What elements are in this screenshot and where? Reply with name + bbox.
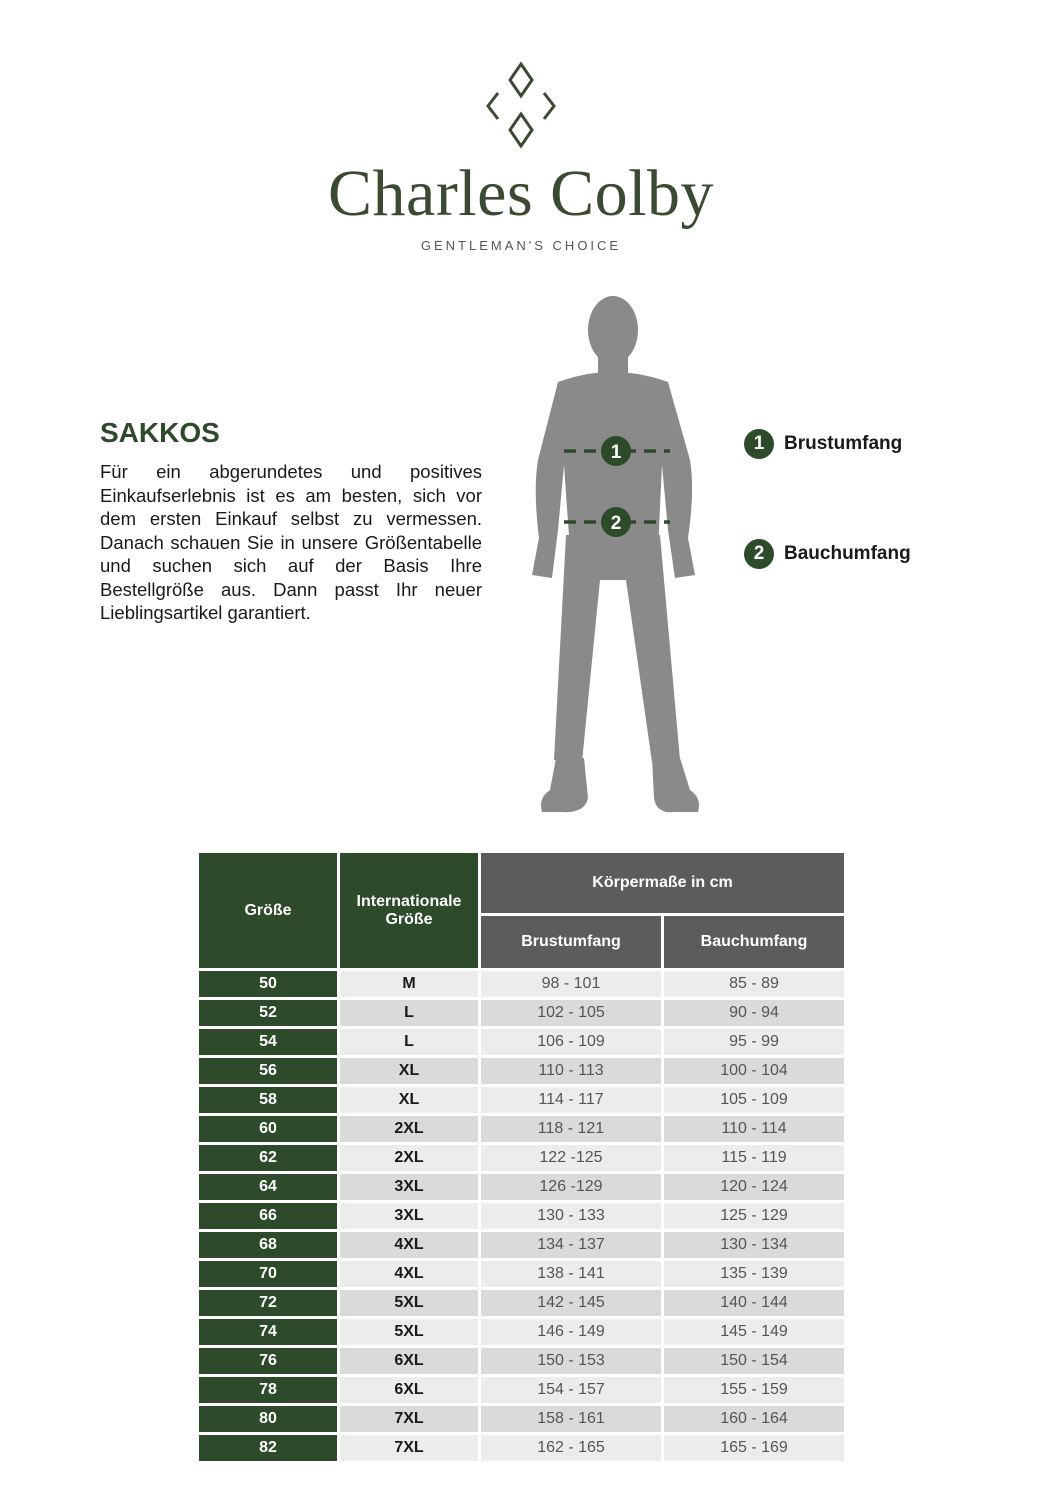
cell-waist: 155 - 159 [664,1377,844,1403]
header-intl-line2: Größe [385,910,433,928]
cell-size: 50 [199,971,337,997]
cell-size: 62 [199,1145,337,1171]
table-row [199,971,844,997]
cell-chest: 118 - 121 [481,1116,661,1142]
legend-badge: 2 [744,539,774,569]
chest-marker [601,436,631,466]
table-row [199,1377,844,1403]
cell-size: 72 [199,1290,337,1316]
brand-logo-icon [484,60,558,152]
header-waist: Bauchumfang [664,916,844,968]
cell-size: 60 [199,1116,337,1142]
cell-intl-size: 3XL [340,1174,478,1200]
cell-waist: 120 - 124 [664,1174,844,1200]
table-row [199,1145,844,1171]
cell-intl-size: 6XL [340,1348,478,1374]
cell-intl-size: 5XL [340,1290,478,1316]
cell-intl-size: 7XL [340,1435,478,1461]
cell-intl-size: 3XL [340,1203,478,1229]
cell-waist: 165 - 169 [664,1435,844,1461]
header-size: Größe [199,853,337,968]
table-row [199,1203,844,1229]
legend-item-waist [744,539,911,569]
cell-size: 54 [199,1029,337,1055]
cell-waist: 95 - 99 [664,1029,844,1055]
cell-chest: 126 -129 [481,1174,661,1200]
cell-intl-size: L [340,1029,478,1055]
header-intl-line1: Internationale [356,892,462,910]
table-row [199,1232,844,1258]
cell-intl-size: XL [340,1087,478,1113]
cell-chest: 102 - 105 [481,1000,661,1026]
table-row [199,1116,844,1142]
table-row [199,1261,844,1287]
cell-intl-size: 2XL [340,1116,478,1142]
cell-chest: 154 - 157 [481,1377,661,1403]
header-chest: Brustumfang [481,916,661,968]
table-row [199,1058,844,1084]
brand-tagline: GENTLEMAN'S CHOICE [420,238,622,253]
cell-waist: 105 - 109 [664,1087,844,1113]
cell-chest: 146 - 149 [481,1319,661,1345]
cell-size: 76 [199,1348,337,1374]
cell-chest: 98 - 101 [481,971,661,997]
brand-name: Charles Colby [328,157,714,230]
cell-intl-size: 5XL [340,1319,478,1345]
table-row [199,1087,844,1113]
cell-waist: 160 - 164 [664,1406,844,1432]
cell-size: 68 [199,1232,337,1258]
cell-chest: 162 - 165 [481,1435,661,1461]
header-body-measures: Körpermaße in cm [481,853,844,913]
cell-intl-size: 4XL [340,1232,478,1258]
cell-chest: 158 - 161 [481,1406,661,1432]
legend-badge: 1 [744,429,774,459]
cell-waist: 115 - 119 [664,1145,844,1171]
cell-chest: 130 - 133 [481,1203,661,1229]
cell-chest: 142 - 145 [481,1290,661,1316]
cell-chest: 138 - 141 [481,1261,661,1287]
body-silhouette-icon [530,290,720,820]
cell-size: 66 [199,1203,337,1229]
table-row [199,1406,844,1432]
table-row [199,1319,844,1345]
cell-waist: 85 - 89 [664,971,844,997]
cell-waist: 100 - 104 [664,1058,844,1084]
table-row [199,1029,844,1055]
cell-intl-size: L [340,1000,478,1026]
cell-size: 80 [199,1406,337,1432]
cell-size: 58 [199,1087,337,1113]
cell-size: 70 [199,1261,337,1287]
cell-waist: 145 - 149 [664,1319,844,1345]
table-row [199,1000,844,1026]
legend-item-chest [744,429,902,459]
cell-chest: 134 - 137 [481,1232,661,1258]
cell-waist: 150 - 154 [664,1348,844,1374]
cell-size: 78 [199,1377,337,1403]
cell-chest: 150 - 153 [481,1348,661,1374]
cell-size: 64 [199,1174,337,1200]
cell-intl-size: 4XL [340,1261,478,1287]
cell-waist: 125 - 129 [664,1203,844,1229]
cell-size: 82 [199,1435,337,1461]
cell-intl-size: 2XL [340,1145,478,1171]
legend-label: Bauchumfang [784,543,911,564]
waist-marker-label: 2 [610,513,622,534]
cell-waist: 140 - 144 [664,1290,844,1316]
section-title: SAKKOS [100,417,220,448]
cell-waist: 110 - 114 [664,1116,844,1142]
intro-text: Für ein abgerundetes und positives Einkaufserlebnis ist es am besten, sich vor dem ersten Einkauf selbst zu vermessen. Danach schauen Sie in unsere Größentabelle und suchen sich auf der Basis Ihre Bestellgröße aus. Dann passt Ihr neuer Lieblingsartikel garantiert. [100,461,482,623]
cell-size: 56 [199,1058,337,1084]
size-table [196,850,847,1464]
cell-size: 52 [199,1000,337,1026]
cell-waist: 130 - 134 [664,1232,844,1258]
legend-label: Brustumfang [784,433,903,454]
table-row [199,1435,844,1461]
waist-marker [601,507,631,537]
table-row [199,1290,844,1316]
table-row [199,1348,844,1374]
cell-waist: 135 - 139 [664,1261,844,1287]
cell-intl-size: 6XL [340,1377,478,1403]
cell-intl-size: XL [340,1058,478,1084]
chest-marker-label: 1 [610,442,622,463]
cell-intl-size: 7XL [340,1406,478,1432]
cell-chest: 114 - 117 [481,1087,661,1113]
cell-size: 74 [199,1319,337,1345]
cell-chest: 110 - 113 [481,1058,661,1084]
cell-chest: 106 - 109 [481,1029,661,1055]
table-row [199,1174,844,1200]
header-intl-size [340,853,478,968]
cell-intl-size: M [340,971,478,997]
cell-waist: 90 - 94 [664,1000,844,1026]
cell-chest: 122 -125 [481,1145,661,1171]
